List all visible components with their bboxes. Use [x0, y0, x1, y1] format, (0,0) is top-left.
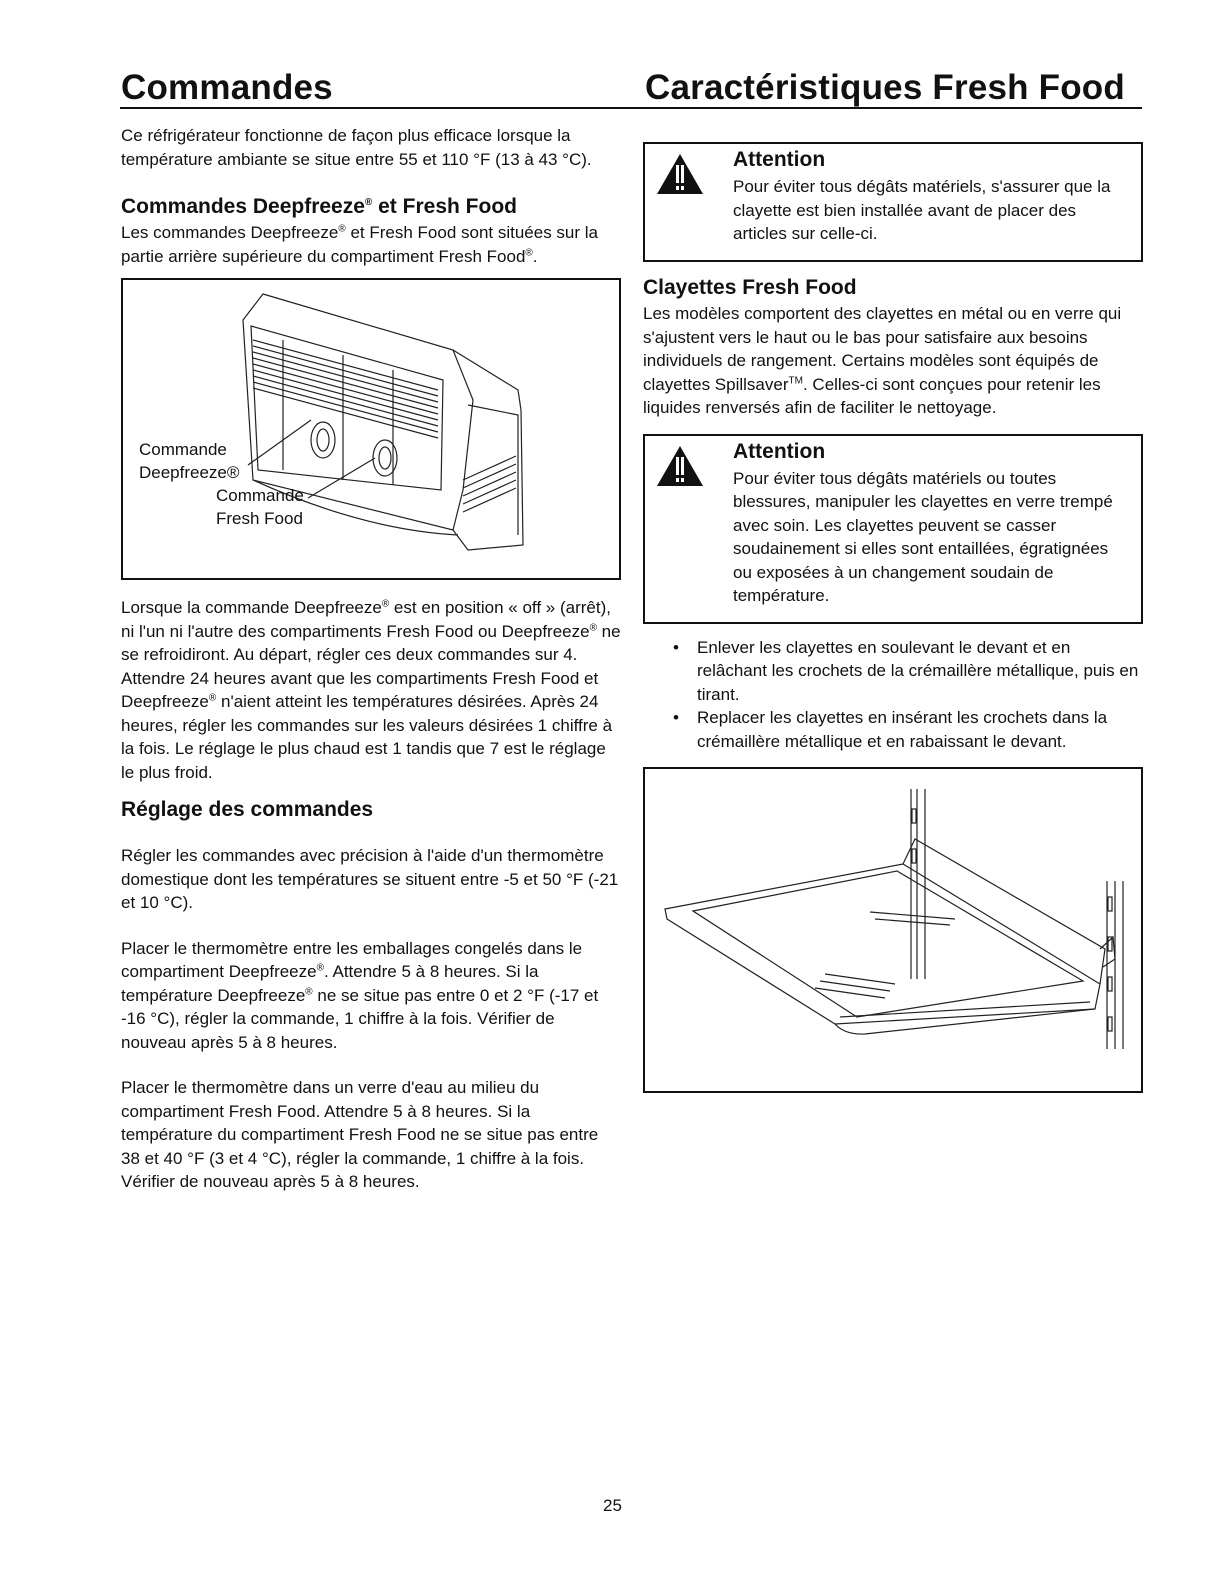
attention-text: Pour éviter tous dégâts matériels ou toutes blessures, manipuler les clayettes en verre trempé avec soin. Les clayettes peuvent se casser soudainement si elles sont entaillées, égratignées ou exposées à un changement soudain de température. — [733, 468, 1113, 605]
attention-box-2 — [643, 434, 1143, 624]
intro-paragraph: Ce réfrigérateur fonctionne de façon plus efficace lorsque la température ambiante se situe entre 55 et 110 °F (13 à 43 °C). — [121, 126, 592, 169]
subheading-controls: Commandes Deepfreeze® et Fresh Food — [121, 195, 517, 218]
subheading-adjustment: Réglage des commandes — [121, 798, 374, 821]
attention-title: Attention — [733, 148, 826, 171]
page-number: 25 — [603, 1496, 622, 1515]
attention-box-1 — [643, 142, 1143, 262]
shelf-instructions-list — [643, 636, 1143, 754]
shelves-paragraph: Les modèles comportent des clayettes en métal ou en verre qui s'ajustent vers le haut ou le bas pour satisfaire aux besoins individuels de rangement. Certains modèles sont équipés de clayettes Spillsaver™. Celles-ci sont conçues pour retenir les liquides renversés afin de faciliter le nettoyage. — [643, 304, 1122, 417]
right-column — [643, 142, 1143, 1093]
controls-location-paragraph: Les commandes Deepfreeze® et Fresh Food sont situées sur la partie arrière supérieure du compartiment Fresh Food®. — [121, 223, 599, 266]
subheading-shelves: Clayettes Fresh Food — [643, 276, 857, 299]
section-title-commandes: Commandes — [121, 68, 333, 107]
controls-figure — [121, 278, 621, 580]
list-item: • Enlever les clayettes en soulevant le devant et en relâchant les crochets de la crémaillère métallique, puis en tirant. — [673, 637, 1139, 704]
left-column — [121, 124, 621, 1194]
section-title-fresh-food: Caractéristiques Fresh Food — [645, 68, 1125, 107]
list-item: • Replacer les clayettes en insérant les crochets dans la crémaillère métallique et en rabaissant le devant. — [673, 708, 1108, 751]
attention-title: Attention — [733, 439, 826, 463]
warning-triangle-icon — [655, 444, 705, 488]
figure-label-fresh-food: Commande Fresh Food — [216, 486, 304, 528]
shelf-figure — [643, 767, 1143, 1093]
warning-triangle-icon — [655, 152, 705, 196]
control-panel-illustration — [123, 280, 619, 578]
header-rule — [120, 107, 1142, 109]
figure-label-deepfreeze: Commande Deepfreeze® — [139, 440, 240, 482]
shelf-illustration — [645, 769, 1141, 1091]
thermometer-paragraph: Régler les commandes avec précision à l'aide d'un thermomètre domestique dont les températures se situent entre -5 et 50 °F (-21 et 10 °C). — [121, 846, 619, 912]
fresh-food-check-paragraph: Placer le thermomètre dans un verre d'eau au milieu du compartiment Fresh Food. Attendre 5 à 8 heures. Si la température du compartiment Fresh Food ne se situe pas entre 38 et 40 °F (3 et 4 °C), régler la commande, 1 chiffre à la fois. Vérifier de nouveau après 5 à 8 heures. — [121, 1078, 599, 1191]
attention-text: Pour éviter tous dégâts matériels, s'assurer que la clayette est bien installée avant de placer des articles sur celle-ci. — [733, 177, 1111, 243]
deepfreeze-check-paragraph: Placer le thermomètre entre les emballages congelés dans le compartiment Deepfreeze®. Attendre 5 à 8 heures. Si la température Deepfreeze® ne se situe pas entre 0 et 2 °F (-17 et -16 °C), régler la commande, 1 chiffre à la fois. Vérifier de nouveau après 5 à 8 heures. — [121, 938, 599, 1052]
off-position-paragraph: Lorsque la commande Deepfreeze® est en position « off » (arrêt), ni l'un ni l'autre des compartiments Fresh Food ou Deepfreeze® ne se refroidiront. Au départ, régler ces deux commandes sur 4. Attendre 24 heures avant que les compartiments Fresh Food et Deepfreeze® n'aient atteint les températures désirées. Après 24 heures, régler les commandes sur les valeurs désirées 1 chiffre à la fois. Le réglage le plus chaud est 1 tandis que 7 est le réglage le plus froid. — [121, 598, 621, 782]
